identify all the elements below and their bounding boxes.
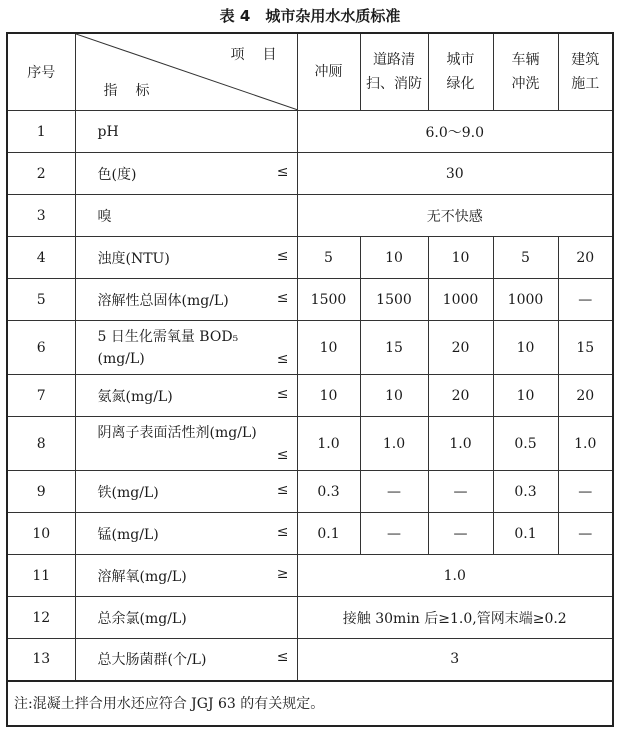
- value-cell: —: [360, 471, 428, 513]
- row-number: 1: [7, 111, 75, 153]
- indicator-label: 5 日生化需氧量 BOD₅: [97, 328, 239, 345]
- limit-symbol: ≤: [276, 163, 289, 180]
- limit-symbol: ≤: [276, 523, 289, 540]
- table-row: [7, 153, 613, 195]
- header-col-2: 城市 绿化: [428, 33, 493, 111]
- indicator-name: [75, 513, 297, 555]
- table-title: 表 4 城市杂用水水质标准: [219, 7, 401, 25]
- value-cell: 5: [493, 237, 558, 279]
- header-seq: 序号: [7, 33, 75, 111]
- limit-symbol: ≤: [276, 385, 289, 402]
- header-item-label: 项 目: [230, 47, 279, 63]
- row-number: 11: [7, 555, 75, 597]
- table-row: [7, 111, 613, 153]
- value-cell: 1500: [297, 279, 360, 321]
- row-number: 5: [7, 279, 75, 321]
- value-cell: 1.0: [558, 417, 613, 471]
- row-number: 2: [7, 153, 75, 195]
- indicator-name: [75, 195, 297, 237]
- value-cell: 0.1: [297, 513, 360, 555]
- value-cell: 1.0: [428, 417, 493, 471]
- value-cell: 1.0: [297, 417, 360, 471]
- value-cell: 20: [428, 375, 493, 417]
- row-number: 6: [7, 321, 75, 375]
- indicator-label: 色(度): [97, 166, 137, 183]
- value-cell: —: [558, 279, 613, 321]
- indicator-label: 铁(mg/L): [97, 484, 159, 501]
- indicator-name: [75, 237, 297, 279]
- limit-symbol: ≤: [276, 446, 289, 463]
- row-number: 12: [7, 597, 75, 639]
- value-cell: 15: [558, 321, 613, 375]
- indicator-label: 总余氯(mg/L): [97, 610, 187, 627]
- merged-value: 无不快感: [297, 195, 613, 237]
- value-cell: 10: [428, 237, 493, 279]
- row-number: 4: [7, 237, 75, 279]
- header-col-0: 冲厕: [297, 33, 360, 111]
- value-cell: 0.5: [493, 417, 558, 471]
- indicator-name: [75, 375, 297, 417]
- value-cell: 1.0: [360, 417, 428, 471]
- value-cell: 0.3: [493, 471, 558, 513]
- table-row: [7, 597, 613, 639]
- value-cell: —: [428, 471, 493, 513]
- merged-value: 3: [297, 639, 613, 681]
- value-cell: 1000: [493, 279, 558, 321]
- indicator-name: [75, 471, 297, 513]
- header-col-1: 道路清 扫、消防: [360, 33, 428, 111]
- value-cell: 0.1: [493, 513, 558, 555]
- header-col-3: 车辆 冲洗: [493, 33, 558, 111]
- value-cell: 1500: [360, 279, 428, 321]
- value-cell: 20: [558, 375, 613, 417]
- indicator-label: pH: [97, 123, 119, 140]
- value-cell: —: [428, 513, 493, 555]
- table-row: [7, 375, 613, 417]
- value-cell: 10: [297, 321, 360, 375]
- indicator-label: 浊度(NTU): [97, 250, 170, 267]
- table-row: [7, 195, 613, 237]
- value-cell: 20: [428, 321, 493, 375]
- value-cell: 15: [360, 321, 428, 375]
- table-row: [7, 471, 613, 513]
- limit-symbol: ≤: [276, 350, 289, 367]
- indicator-name: [75, 279, 297, 321]
- header-indicator-label: 指 标: [103, 83, 152, 99]
- indicator-label: 氨氮(mg/L): [97, 388, 173, 405]
- table-note: 注:混凝土拌合用水还应符合 JGJ 63 的有关规定。: [7, 681, 613, 726]
- table-row: [7, 237, 613, 279]
- limit-symbol: ≤: [276, 289, 289, 306]
- row-number: 3: [7, 195, 75, 237]
- table-row: [7, 321, 613, 375]
- value-cell: 20: [558, 237, 613, 279]
- row-number: 8: [7, 417, 75, 471]
- limit-symbol: ≤: [276, 649, 289, 666]
- indicator-name: [75, 597, 297, 639]
- indicator-name: [75, 555, 297, 597]
- header-row: [7, 33, 613, 111]
- water-quality-table: [6, 32, 614, 727]
- indicator-name: [75, 111, 297, 153]
- row-number: 7: [7, 375, 75, 417]
- value-cell: 10: [360, 237, 428, 279]
- indicator-name: [75, 153, 297, 195]
- table-row: [7, 555, 613, 597]
- indicator-label: 总大肠菌群(个/L): [97, 652, 207, 669]
- header-col-4: 建筑 施工: [558, 33, 613, 111]
- indicator-label: 锰(mg/L): [97, 526, 159, 543]
- value-cell: —: [558, 513, 613, 555]
- limit-symbol: ≤: [276, 247, 289, 264]
- merged-value: 接触 30min 后≥1.0,管网末端≥0.2: [297, 597, 613, 639]
- merged-value: 6.0～9.0: [297, 111, 613, 153]
- value-cell: 1000: [428, 279, 493, 321]
- value-cell: 5: [297, 237, 360, 279]
- indicator-name: [75, 417, 297, 471]
- indicator-label: 溶解氧(mg/L): [97, 568, 187, 585]
- value-cell: 10: [493, 321, 558, 375]
- header-diagonal-cell: [75, 33, 297, 111]
- merged-value: 30: [297, 153, 613, 195]
- indicator-name: [75, 639, 297, 681]
- table-row: [7, 639, 613, 681]
- indicator-label: 嗅: [97, 208, 112, 225]
- indicator-name: [75, 321, 297, 375]
- value-cell: —: [360, 513, 428, 555]
- value-cell: 0.3: [297, 471, 360, 513]
- note-row: [7, 681, 613, 726]
- table-row: [7, 417, 613, 471]
- indicator-label: 阴离子表面活性剂(mg/L): [97, 424, 257, 441]
- value-cell: 10: [360, 375, 428, 417]
- row-number: 9: [7, 471, 75, 513]
- limit-symbol: ≤: [276, 481, 289, 498]
- value-cell: —: [558, 471, 613, 513]
- row-number: 10: [7, 513, 75, 555]
- limit-symbol: ≥: [276, 565, 289, 582]
- merged-value: 1.0: [297, 555, 613, 597]
- table-row: [7, 513, 613, 555]
- value-cell: 10: [493, 375, 558, 417]
- table-row: [7, 279, 613, 321]
- indicator-label-line2: (mg/L): [97, 350, 145, 367]
- row-number: 13: [7, 639, 75, 681]
- value-cell: 10: [297, 375, 360, 417]
- indicator-label: 溶解性总固体(mg/L): [97, 292, 229, 309]
